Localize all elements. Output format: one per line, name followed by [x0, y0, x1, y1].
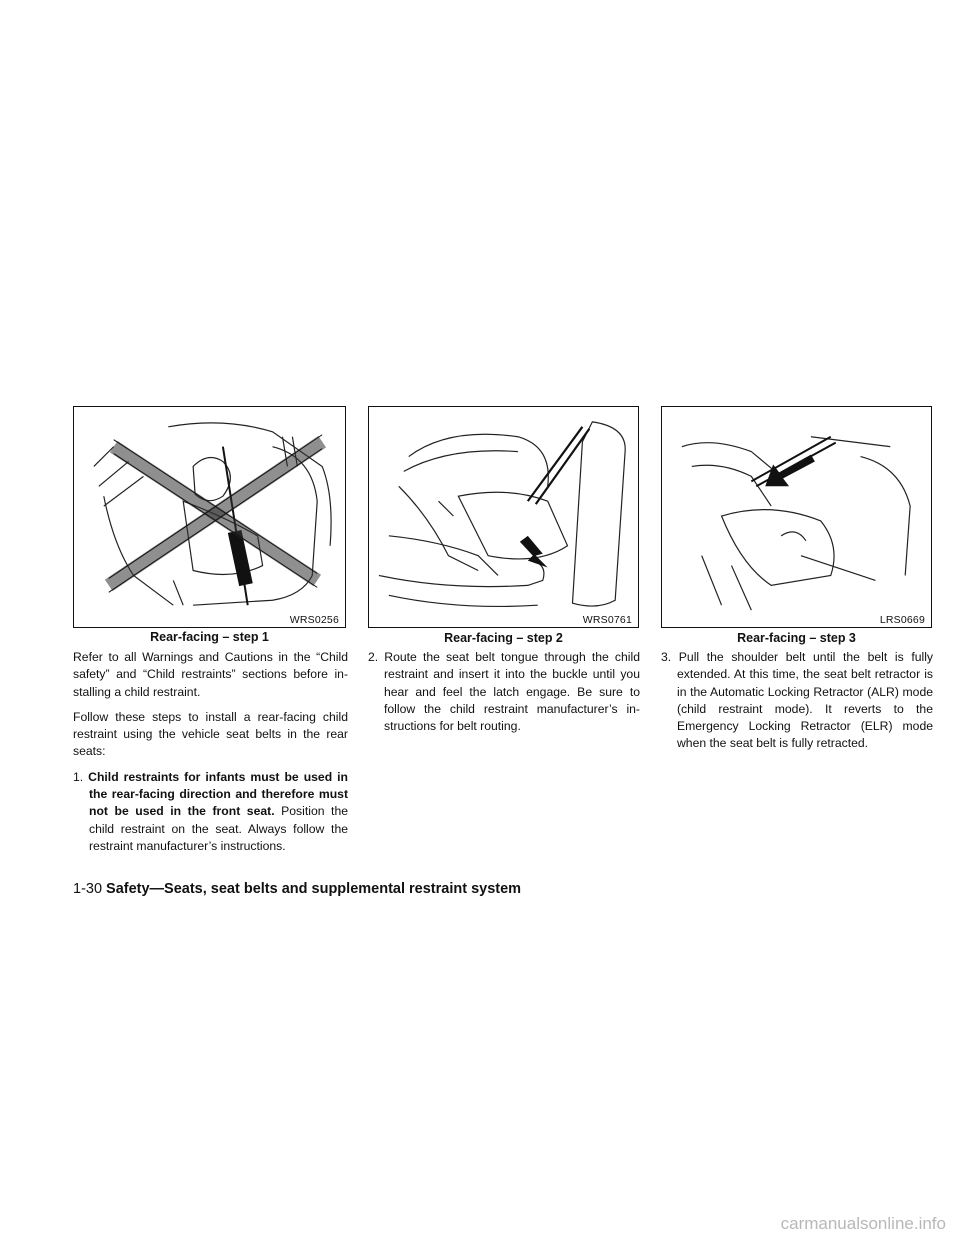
shoulder-belt-pull-illustration-icon	[662, 407, 931, 627]
figure-caption-step-1: Rear-facing – step 1	[150, 630, 269, 644]
column-1	[73, 649, 348, 855]
watermark[interactable]: carmanualsonline.info	[780, 1214, 946, 1233]
crossed-out-front-seat-illustration-icon	[74, 407, 345, 627]
step-1-number: 1.	[73, 769, 84, 784]
column-3	[661, 649, 933, 753]
seat-belt-buckle-illustration-icon	[369, 407, 638, 627]
intro-paragraph: Refer to all Warnings and Cautions in the “Child safety” and “Child restraints” sections before in-stalling a child restraint.	[73, 650, 348, 699]
step-3: 3. Pull the shoulder belt until the belt is fully extended. At this time, the seat belt retractor is in the Automatic Locking Retractor (ALR) mode (child restraint mode). It reverts to the Emergency Locking Retractor (ELR) mode when the seat belt is fully retracted.	[661, 650, 933, 751]
section-title: Safety—Seats, seat belts and supplemental restraint system	[106, 881, 522, 897]
step-2: 2. Route the seat belt tongue through the child restraint and insert it into the buckle until you hear and feel the latch engage. Be sure to follow the child restraint manufacturer’s in-structions for belt routing.	[368, 650, 640, 734]
figure-code: LRS0669	[879, 614, 925, 626]
figure-code: WRS0761	[582, 614, 632, 626]
figure-step-2	[368, 406, 639, 628]
figure-caption-step-3: Rear-facing – step 3	[737, 631, 856, 645]
step-1	[73, 769, 348, 855]
figure-step-3	[661, 406, 932, 628]
page-footer	[73, 881, 521, 897]
figure-caption-step-2: Rear-facing – step 2	[444, 631, 563, 645]
figure-step-1	[73, 406, 346, 628]
figure-code: WRS0256	[289, 614, 339, 626]
step-1-text: Position the child restraint on the seat. Always follow the restraint manufacturer’s instructions.	[89, 804, 349, 853]
steps-intro-paragraph: Follow these steps to install a rear-facing child restraint using the vehicle seat belts in the rear seats:	[73, 709, 348, 759]
column-2	[368, 649, 640, 735]
step-1-warning: Child restraints for infants must be used in the rear-facing direction and therefore must not be used in the front seat.	[88, 769, 348, 819]
page-number: 1-30	[73, 881, 103, 897]
